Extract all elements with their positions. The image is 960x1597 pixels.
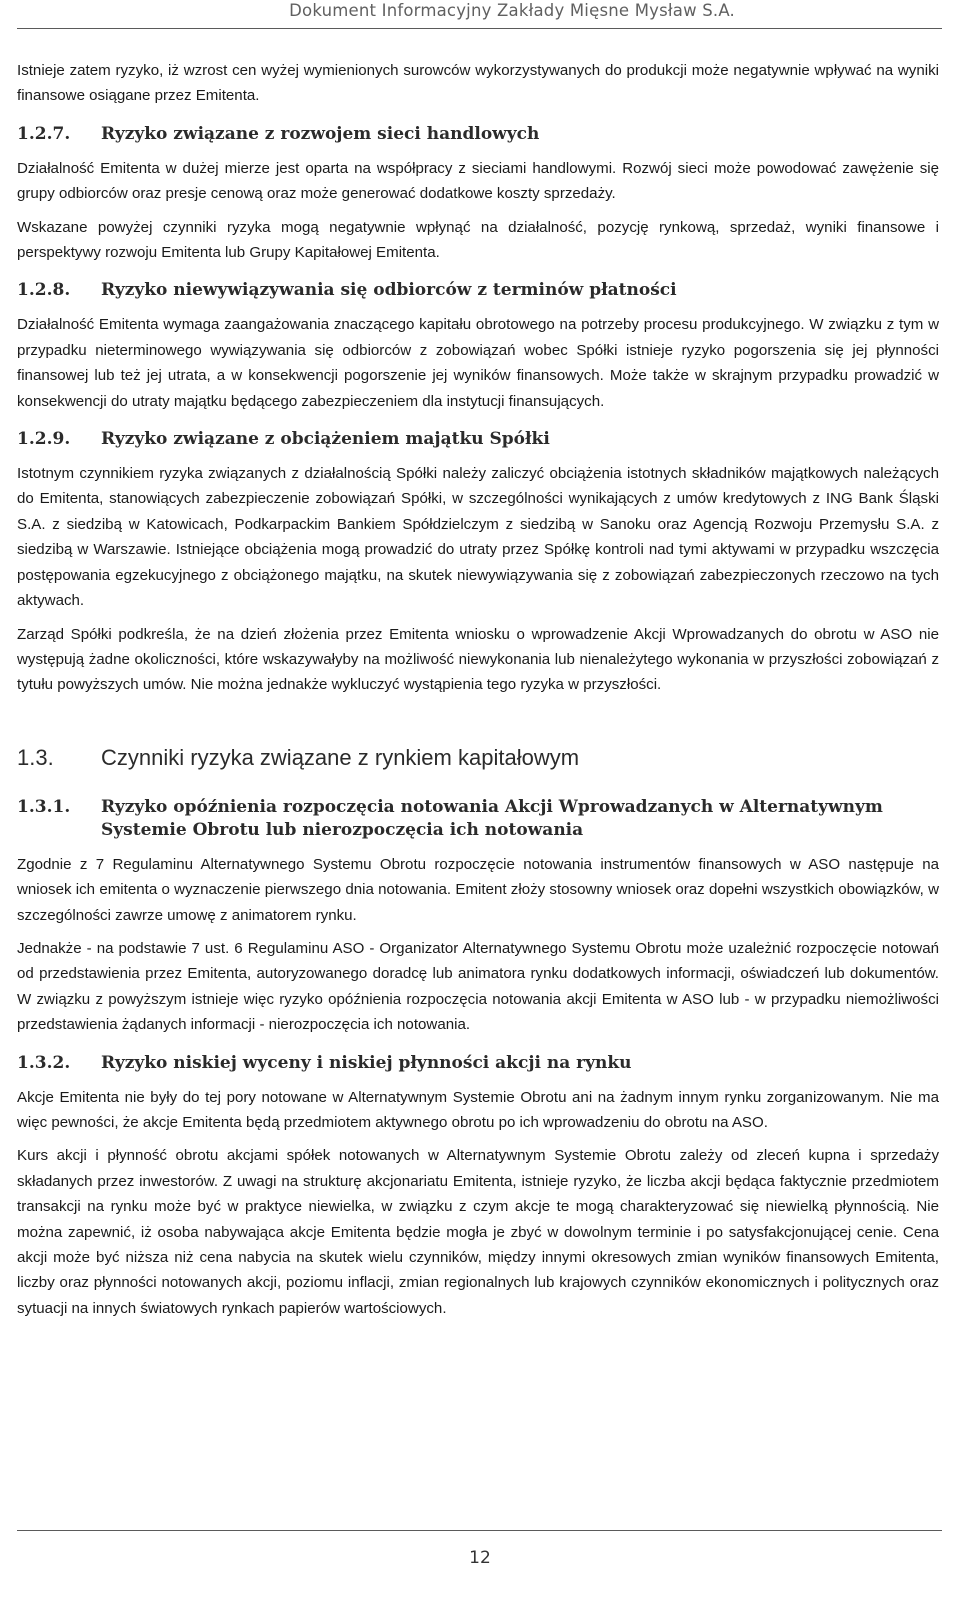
- section-number: 1.3.1.: [17, 796, 71, 817]
- page-header: [0, 0, 960, 30]
- section-number: 1.2.9.: [17, 429, 71, 450]
- page-number: 12: [469, 1548, 491, 1568]
- paragraph: Zgodnie z 7 Regulaminu Alternatywnego Systemu Obrotu rozpoczęcie notowania instrumentów finansowych w ASO następuje na wniosek ich emitenta o wyznaczenie pierwszego dnia notowania. Emitent złoży stosowny wniosek oraz dopełni wszystkich obowiązków, w szczególności zawrze umowę z animatorem rynku.: [17, 855, 939, 924]
- paragraph: Istotnym czynnikiem ryzyka związanych z działalnością Spółki należy zaliczyć obciążenia istotnych składników majątkowych należących do Emitenta, stanowiących zabezpieczenie zobowiązań Spółki, w szczególności wynikających z umów kredytowych z ING Bank Śląski S.A. z siedzibą w Katowicach, Podkarpackim Bankiem Spółdzielczym z siedzibą w Sanoku oraz Agencją Rozwoju Przemysłu S.A. z siedzibą w Warszawie. Istniejące obciążenia mogą prowadzić do utraty przez Spółkę kontroli nad tymi aktywami w przypadku wszczęcia postępowania egzekucyjnego z obciążonego majątku, na skutek niewywiązywania się z zobowiązań zabezpieczonych rzeczowo na tych aktywach.: [17, 465, 939, 610]
- footer-divider: [17, 1530, 942, 1531]
- chapter-title: Czynniki ryzyka związane z rynkiem kapitałowym: [101, 744, 580, 770]
- paragraph: Jednakże - na podstawie 7 ust. 6 Regulaminu ASO - Organizator Alternatywnego Systemu Obrotu może uzależnić rozpoczęcie notowań od przedstawienia przez Emitenta, autoryzowanego doradcę lub animatora rynku dodatkowych informacji, oświadczeń lub dokumentów. W związku z powyższym istnieje więc ryzyko opóźnienia rozpoczęcia notowania akcji Emitenta w ASO lub - w przypadku niemożliwości przedstawienia żądanych informacji - nierozpoczęcia ich notowania.: [17, 939, 939, 1034]
- paragraph: Wskazane powyżej czynniki ryzyka mogą negatywnie wpłynąć na działalność, pozycję rynkową, sprzedaż, wyniki finansowe i perspektywy rozwoju Emitenta lub Grupy Kapitałowej Emitenta.: [17, 218, 939, 262]
- section-heading-1-3-1: [17, 796, 939, 842]
- section-title: Ryzyko niewywiązywania się odbiorców z terminów płatności: [101, 280, 677, 301]
- document-body: [17, 58, 939, 1321]
- chapter-number: 1.3.: [17, 744, 54, 770]
- document-title: Dokument Informacyjny Zakłady Mięsne Mysław S.A.: [289, 1, 735, 20]
- paragraph: Działalność Emitenta wymaga zaangażowania znaczącego kapitału obrotowego na potrzeby procesu produkcyjnego. W związku z tym w przypadku nieterminowego wywiązywania się odbiorców z zobowiązań wobec Spółki istnieje ryzyko pogorszenia się jej płynności finansowej lub też jej utrata, a w konsekwencji pogorszenie jej wyników finansowych. Może także w skrajnym przypadku prowadzić w konsekwencji do utraty majątku będącego zabezpieczeniem dla instytucji finansujących.: [17, 316, 939, 410]
- section-number: 1.3.2.: [17, 1052, 71, 1073]
- section-heading-1-2-7: [17, 123, 939, 146]
- header-divider: [17, 28, 942, 29]
- paragraph: Istnieje zatem ryzyko, iż wzrost cen wyżej wymienionych surowców wykorzystywanych do produkcji może negatywnie wpływać na wyniki finansowe osiągane przez Emitenta.: [17, 62, 939, 105]
- paragraph: Działalność Emitenta w dużej mierze jest oparta na współpracy z sieciami handlowymi. Rozwój sieci może powodować zawężenie się grupy odbiorców oraz presje cenową oraz może generować dodatkowe koszty sprzedaży.: [17, 159, 939, 203]
- section-heading-1-3-2: [17, 1052, 939, 1075]
- section-title: Ryzyko niskiej wyceny i niskiej płynności akcji na rynku: [101, 1052, 632, 1073]
- section-heading-1-2-9: [17, 428, 939, 451]
- section-heading-1-2-8: [17, 279, 939, 302]
- section-number: 1.2.8.: [17, 280, 71, 301]
- section-title: Ryzyko opóźnienia rozpoczęcia notowania Akcji Wprowadzanych w Alternatywnym Systemie Obrotu lub nierozpoczęcia ich notowania: [101, 796, 883, 840]
- paragraph: Akcje Emitenta nie były do tej pory notowane w Alternatywnym Systemie Obrotu ani na żadnym innym rynku zorganizowanym. Nie ma więc pewności, że akcje Emitenta będą przedmiotem aktywnego obrotu po ich wprowadzeniu do obrotu na ASO.: [17, 1088, 939, 1131]
- chapter-heading-1-3: [17, 744, 939, 772]
- paragraph: Zarząd Spółki podkreśla, że na dzień złożenia przez Emitenta wniosku o wprowadzenie Akcji Wprowadzanych do obrotu w ASO nie występują żadne okoliczności, które wskazywałyby na możliwość niewykonania lub nienależytego wykonania w przyszłości zobowiązań z tytułu powyższych umów. Nie można jednakże wykluczyć wystąpienia tego ryzyka w przyszłości.: [17, 625, 939, 694]
- paragraph: Kurs akcji i płynność obrotu akcjami spółek notowanych w Alternatywnym Systemie Obrotu zależy od zleceń kupna i sprzedaży składanych przez inwestorów. Z uwagi na strukturę akcjonariatu Emitenta, istnieje ryzyko, że liczba akcji będąca faktycznie przedmiotem transakcji na rynku może być w praktyce niewielka, w związku z czym akcje te mogą charakteryzować się niewielką płynnością. Nie można zapewnić, iż osoba nabywająca akcje Emitenta będzie mogła je zbyć w dowolnym terminie i po satysfakcjonującej cenie. Cena akcji może być niższa niż cena nabycia na skutek wielu czynników, między innymi okresowych zmian wyników finansowych Emitenta, liczby oraz płynności notowanych akcji, poziomu inflacji, zmian regionalnych lub krajowych czynników ekonomicznych i politycznych oraz sytuacji na innych światowych rynkach papierów wartościowych.: [17, 1147, 939, 1317]
- section-number: 1.2.7.: [17, 123, 71, 144]
- section-title: Ryzyko związane z obciążeniem majątku Spółki: [101, 429, 550, 450]
- section-title: Ryzyko związane z rozwojem sieci handlowych: [101, 123, 540, 144]
